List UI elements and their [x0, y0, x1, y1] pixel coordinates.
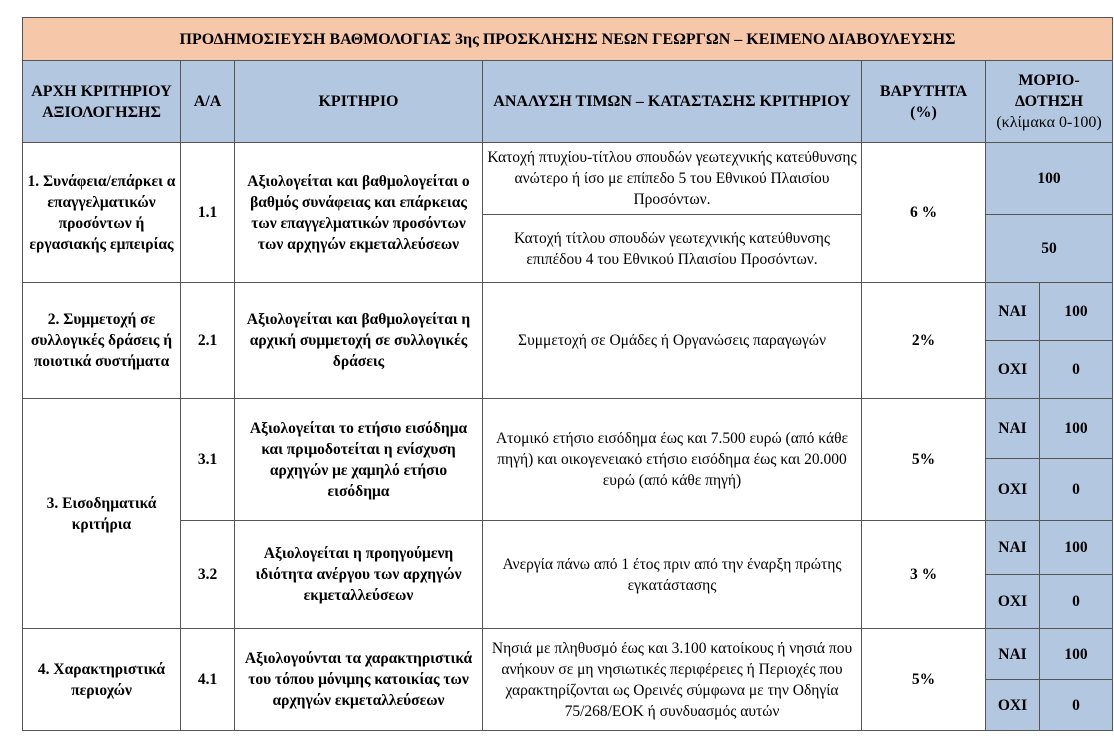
criterion-cell: Αξιολογείται το ετήσιο εισόδημα και πριμοδοτείται η ενίσχυση αρχηγών με χαμηλό ετήσιο εισόδημα: [235, 399, 483, 521]
table-row: [23, 629, 1113, 680]
yes-label: ΝΑΙ: [986, 283, 1040, 341]
no-score: 0: [1040, 680, 1113, 731]
header-scoring: [986, 61, 1113, 143]
table-row: [23, 143, 1113, 215]
criterion-cell: Αξιολογείται και βαθμολογείται η αρχική συμμετοχή σε συλλογικές δράσεις: [235, 283, 483, 399]
header-scoring-scale: (κλίμακα 0-100): [996, 114, 1102, 131]
yes-score: 100: [1040, 399, 1113, 459]
no-label: ΟΧΙ: [986, 341, 1040, 399]
header-principle: ΑΡΧΗ ΚΡΙΤΗΡΙΟΥ ΑΞΙΟΛΟΓΗΣΗΣ: [23, 61, 181, 143]
header-weight: ΒΑΡΥΤΗΤΑ (%): [862, 61, 986, 143]
weight-cell: 6 %: [862, 143, 986, 283]
aa-cell: 3.2: [181, 521, 235, 629]
yes-label: ΝΑΙ: [986, 521, 1040, 575]
header-analysis: ΑΝΑΛΥΣΗ ΤΙΜΩΝ – ΚΑΤΑΣΤΑΣΗΣ ΚΡΙΤΗΡΙΟΥ: [483, 61, 862, 143]
no-score: 0: [1040, 575, 1113, 629]
principle-cell: 3. Εισοδηματικά κριτήρια: [23, 399, 181, 629]
aa-cell: 2.1: [181, 283, 235, 399]
criterion-cell: Αξιολογούνται τα χαρακτηριστικά του τόπου μόνιμης κατοικίας των αρχηγών εκμεταλλεύσεων: [235, 629, 483, 731]
header-aa: Α/Α: [181, 61, 235, 143]
aa-cell: 4.1: [181, 629, 235, 731]
header-row: [23, 61, 1113, 143]
no-label: ΟΧΙ: [986, 459, 1040, 521]
criterion-cell: Αξιολογείται και βαθμολογείται ο βαθμός συνάφειας και επάρκειας των επαγγελματικών προσόντων των αρχηγών εκμεταλλεύσεων: [235, 143, 483, 283]
weight-cell: 5%: [862, 399, 986, 521]
analysis-cell: Κατοχή πτυχίου-τίτλου σπουδών γεωτεχνικής κατεύθυνσης ανώτερο ή ίσο με επίπεδο 5 του Εθνικού Πλαισίου Προσόντων.: [483, 143, 862, 215]
no-label: ΟΧΙ: [986, 680, 1040, 731]
analysis-cell: Ανεργία πάνω από 1 έτος πριν από την έναρξη πρώτης εγκατάστασης: [483, 521, 862, 629]
score-cell: 100: [986, 143, 1113, 215]
no-score: 0: [1040, 459, 1113, 521]
table-row: [23, 283, 1113, 341]
yes-score: 100: [1040, 283, 1113, 341]
yes-label: ΝΑΙ: [986, 399, 1040, 459]
aa-cell: 1.1: [181, 143, 235, 283]
criterion-cell: Αξιολογείται η προηγούμενη ιδιότητα ανέργου των αρχηγών εκμεταλλεύσεων: [235, 521, 483, 629]
aa-cell: 3.1: [181, 399, 235, 521]
weight-cell: 3 %: [862, 521, 986, 629]
analysis-cell: Συμμετοχή σε Ομάδες ή Οργανώσεις παραγωγών: [483, 283, 862, 399]
yes-score: 100: [1040, 521, 1113, 575]
principle-cell: 4. Χαρακτηριστικά περιοχών: [23, 629, 181, 731]
table-row: [23, 399, 1113, 459]
yes-score: 100: [1040, 629, 1113, 680]
header-criterion: ΚΡΙΤΗΡΙΟ: [235, 61, 483, 143]
analysis-cell: Νησιά με πληθυσμό έως και 3.100 κατοίκους ή νησιά που ανήκουν σε μη νησιωτικές περιφέρειες ή Περιοχές που χαρακτηρίζονται ως Ορεινές σύμφωνα με την Οδηγία 75/268/ΕΟΚ ή συνδυασμός αυτών: [483, 629, 862, 731]
weight-cell: 5%: [862, 629, 986, 731]
no-label: ΟΧΙ: [986, 575, 1040, 629]
principle-cell: 1. Συνάφεια/επάρκει α επαγγελματικών προσόντων ή εργασιακής εμπειρίας: [23, 143, 181, 283]
weight-cell: 2%: [862, 283, 986, 399]
table-title: ΠΡΟΔΗΜΟΣΙΕΥΣΗ ΒΑΘΜΟΛΟΓΙΑΣ 3ης ΠΡΟΣΚΛΗΣΗΣ ΝΕΩΝ ΓΕΩΡΓΩΝ – ΚΕΙΜΕΝΟ ΔΙΑΒΟΥΛΕΥΣΗΣ: [23, 18, 1113, 61]
principle-cell: 2. Συμμετοχή σε συλλογικές δράσεις ή ποιοτικά συστήματα: [23, 283, 181, 399]
scoring-table: [22, 17, 1113, 731]
analysis-cell: Ατομικό ετήσιο εισόδημα έως και 7.500 ευρώ (από κάθε πηγή) και οικογενειακό ετήσιο εισόδημα έως και 20.000 ευρώ (από κάθε πηγή): [483, 399, 862, 521]
table-row: [23, 521, 1113, 575]
score-cell: 50: [986, 215, 1113, 283]
no-score: 0: [1040, 341, 1113, 399]
header-scoring-title: ΜΟΡΙΟ-ΔΟΤΗΣΗ: [1014, 72, 1084, 110]
yes-label: ΝΑΙ: [986, 629, 1040, 680]
analysis-cell: Κατοχή τίτλου σπουδών γεωτεχνικής κατεύθυνσης επιπέδου 4 του Εθνικού Πλαισίου Προσόντων.: [483, 215, 862, 283]
title-row: [23, 18, 1113, 61]
